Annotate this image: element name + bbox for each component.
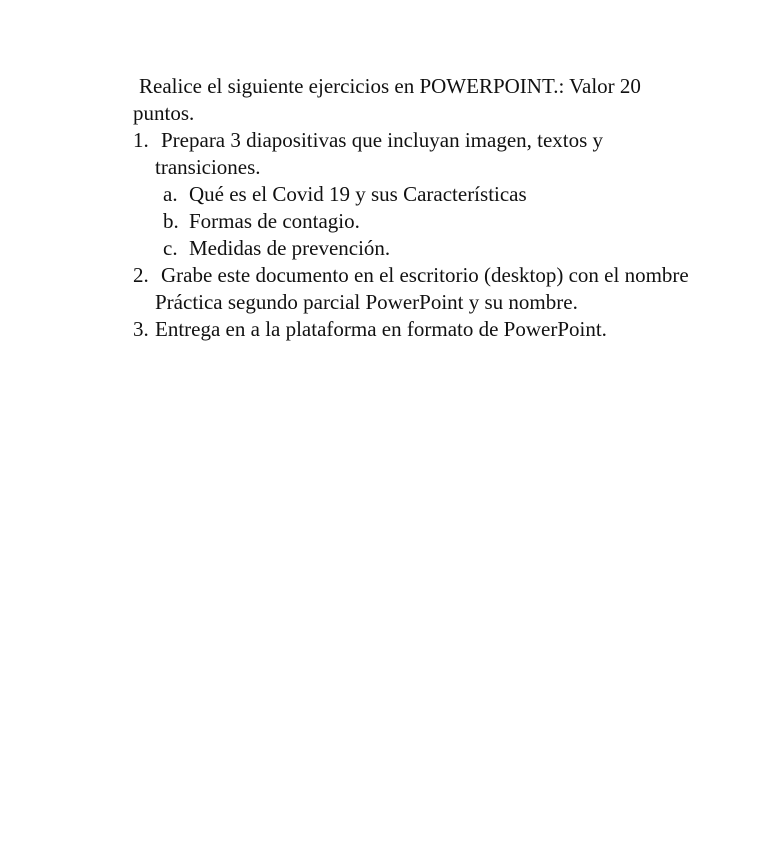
intro-paragraph: Realice el siguiente ejercicios en POWERPOINT.: Valor 20 puntos.	[133, 74, 641, 125]
sub-list-item-letter: a.	[163, 182, 178, 206]
document-body	[133, 73, 693, 343]
sub-list-item	[155, 181, 693, 208]
list-item-text: Grabe este documento en el escritorio (desktop) con el nombre Práctica segundo parcial PowerPoint y su nombre.	[155, 263, 689, 314]
list-item-number: 2.	[133, 263, 149, 287]
sub-list-item-text: Formas de contagio.	[189, 209, 360, 233]
list-item-number: 3.	[133, 317, 149, 341]
list-item	[133, 127, 693, 262]
instruction-list	[133, 127, 693, 343]
sub-list-item	[155, 235, 693, 262]
list-item	[133, 316, 693, 343]
sub-list-item-letter: c.	[163, 236, 178, 260]
sub-list-item-letter: b.	[163, 209, 179, 233]
sub-list	[155, 181, 693, 262]
list-item-number: 1.	[133, 128, 149, 152]
sub-list-item-text: Qué es el Covid 19 y sus Características	[189, 182, 527, 206]
sub-list-item	[155, 208, 693, 235]
list-item	[133, 262, 693, 316]
sub-list-item-text: Medidas de prevención.	[189, 236, 391, 260]
list-item-text: Prepara 3 diapositivas que incluyan imagen, textos y transiciones.	[155, 128, 604, 179]
list-item-text: Entrega en a la plataforma en formato de PowerPoint.	[155, 317, 607, 341]
